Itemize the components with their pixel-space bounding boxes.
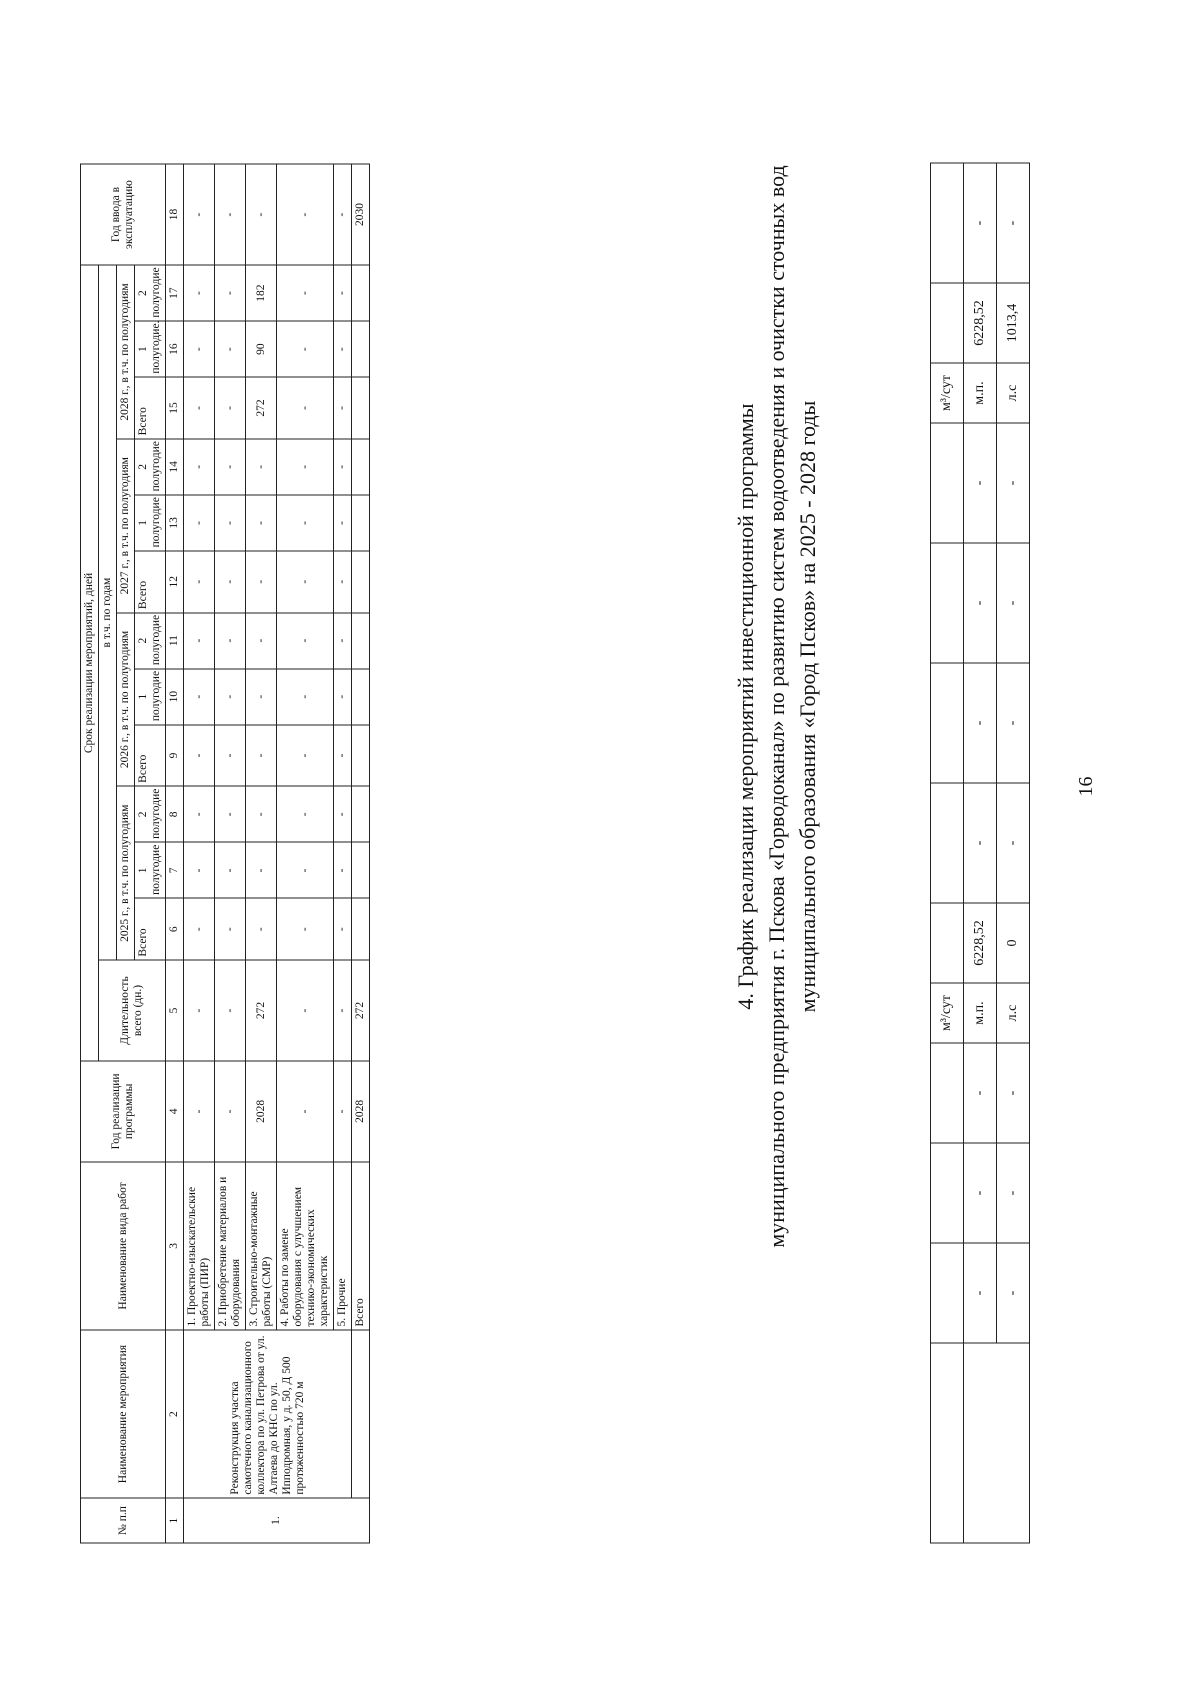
schedule-table: № п.п Наименование мероприятия Наименование вида работ Год реализации программы Срок реализации мероприятий, дней Год ввода в эксплуатацию Длительность всего (дн.) в т.ч. по годам 2025 г., в т.ч. по полугодиям 2026 г., в т.ч. по полугодиям 2027 г., в т.ч. по полугодиям 2028 г., в т.ч. по полугодиям Всего 1 полугодие 2 полугодие Всего 1 полугодие 2 полугодие Всего 1 полугодие 2 полугодие Всего 1 полугодие. 2 полугодие 1 2 3 4 5 6 7 8 9 10 11 12 13 14 15 16 17 18 1. Реконструкция участка самотечного канализационного коллектора по ул. Петрова от ул. Алтаева до КНС по ул. Ипподромная, у д. 50, Д 500 протяженностью 720 м 1. Проектно-изыскательские работы (ПИР) - - - - - - - - - - - - - - - 2. Приобретение материалов и оборудования - - - - - - - - - - - - - - - 3. Строительно-монтажные работы (СМР) 2028 272 - - - - - - - - - 272 90 182 - 4. Работы по замене оборудования с улучшением технико-экономических характеристик - - - - - - - - - - - - - - - 5. Прочие - - - - - - - - - - - - - - - Всего 2028 272 2030 bbox=[80, 164, 370, 1544]
title-line-2: муниципального предприятия г. Пскова «Горводоканал» по развитию систем водоотведения и очистки сточных вод bbox=[764, 165, 789, 1248]
column-numbers-row: 1 2 3 4 5 6 7 8 9 10 11 12 13 14 15 16 17 18 bbox=[166, 164, 184, 1543]
top-table-row bbox=[931, 163, 964, 1543]
header-duration: Длительность всего (дн.) bbox=[99, 960, 166, 1061]
work-name: 2. Приобретение материалов и оборудования bbox=[215, 1162, 246, 1330]
header-term: Срок реализации мероприятий, дней bbox=[81, 265, 99, 1061]
header-2026: 2026 г., в т.ч. по полугодиям bbox=[117, 613, 135, 787]
page-number: 16 bbox=[1075, 776, 1097, 797]
table-row: 4. Работы по замене оборудования с улучшением технико-экономических характеристик - - - - - - - - - - - - - - - bbox=[277, 164, 334, 1543]
header-work: Наименование вида работ bbox=[81, 1162, 166, 1330]
top-table bbox=[930, 163, 1030, 1544]
unit-cell: м³/сут bbox=[931, 363, 964, 423]
work-name: 4. Работы по замене оборудования с улучшением технико-экономических характеристик bbox=[277, 1162, 334, 1330]
header-year: Год реализации программы bbox=[81, 1061, 166, 1162]
header-event: Наименование мероприятия bbox=[81, 1330, 166, 1498]
section-title bbox=[730, 157, 823, 1257]
title-line-3: муниципального образования «Город Псков» на 2025 - 2028 годы bbox=[795, 400, 820, 1013]
header-num: № п.п bbox=[81, 1498, 166, 1543]
table-row: 1. Реконструкция участка самотечного канализационного коллектора по ул. Петрова от ул. Алтаева до КНС по ул. Ипподромная, у д. 50, Д 500 протяженностью 720 м 1. Проектно-изыскательские работы (ПИР) - - - - - - - - - - - - - - - bbox=[184, 164, 215, 1543]
header-2025: 2025 г., в т.ч. по полугодиям bbox=[117, 786, 135, 960]
top-table-row: - - - м.п. 6228,52 - - - - м.п. 6228,52 - bbox=[964, 163, 997, 1543]
header-2027: 2027 г., в т.ч. по полугодиям bbox=[117, 439, 135, 613]
header-commission: Год ввода в эксплуатацию bbox=[81, 164, 166, 265]
header-2028: 2028 г., в т.ч. по полугодиям bbox=[117, 265, 135, 439]
work-name: 1. Проектно-изыскательские работы (ПИР) bbox=[184, 1162, 215, 1330]
total-label: Всего bbox=[352, 1162, 370, 1330]
table-row: 5. Прочие - - - - - - - - - - - - - - - bbox=[334, 164, 352, 1543]
total-row bbox=[352, 164, 370, 1543]
title-line-1: 4. График реализации мероприятий инвестиционной программы bbox=[733, 403, 758, 1010]
header-by-year: в т.ч. по годам bbox=[99, 265, 117, 960]
total-duration: 272 bbox=[352, 960, 370, 1061]
event-name: Реконструкция участка самотечного канализационного коллектора по ул. Петрова от ул. Алтаева до КНС по ул. Ипподромная, у д. 50, Д 500 протяженностью 720 м bbox=[184, 1330, 352, 1498]
total-commission: 2030 bbox=[352, 164, 370, 265]
total-year: 2028 bbox=[352, 1061, 370, 1162]
unit-cell: м³/сут bbox=[931, 983, 964, 1043]
event-number: 1. bbox=[184, 1498, 370, 1543]
top-table-row: - - - л.с 0 - - - - л.с 1013,4 - bbox=[997, 163, 1030, 1543]
table-row: 2. Приобретение материалов и оборудования - - - - - - - - - - - - - - - bbox=[215, 164, 246, 1543]
work-name: 5. Прочие bbox=[334, 1162, 352, 1330]
work-name: 3. Строительно-монтажные работы (СМР) bbox=[246, 1162, 277, 1330]
table-row: 3. Строительно-монтажные работы (СМР) 2028 272 - - - - - - - - - 272 90 182 - bbox=[246, 164, 277, 1543]
